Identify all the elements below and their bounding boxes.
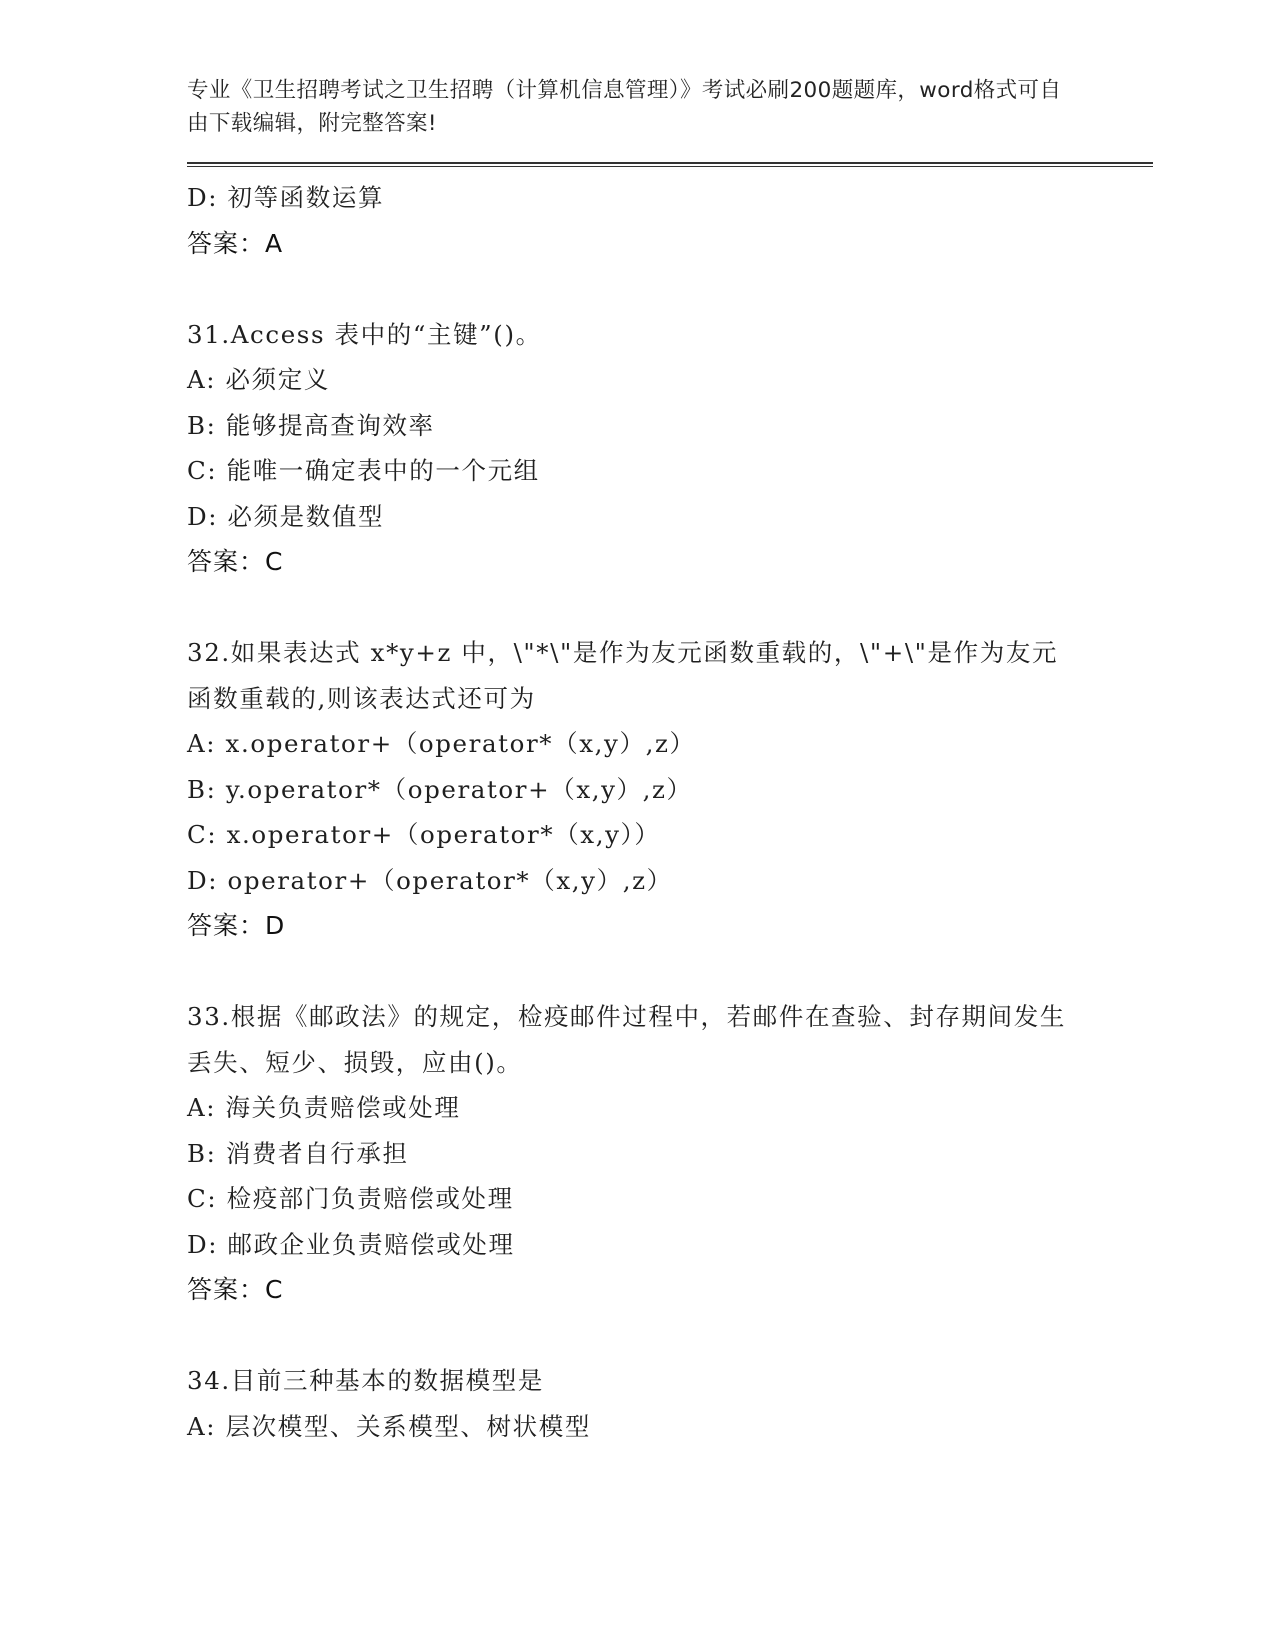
- question-32: [187, 630, 1147, 949]
- option-d: D: 必须是数值型: [187, 501, 385, 531]
- option-a: A: 层次模型、关系模型、树状模型: [187, 1411, 591, 1441]
- answer-line: 答案：C: [187, 1275, 284, 1304]
- option-a: A: 必须定义: [187, 365, 330, 394]
- option-a: A: x.operator+（operator*（x,y）,z）: [187, 729, 696, 758]
- document-header: 专业《卫生招聘考试之卫生招聘（计算机信息管理）》考试必刷200题题库，word格式可自由下载编辑，附完整答案!: [187, 78, 1062, 136]
- question-31: [187, 312, 1147, 585]
- question-stem: 33.根据《邮政法》的规定，检疫邮件过程中，若邮件在查验、封存期间发生丢失、短少、损毁，应由()。: [187, 1002, 1066, 1077]
- question-stem: 31.Access 表中的“主键”()。: [187, 319, 542, 349]
- option-b: B: 消费者自行承担: [187, 1138, 409, 1168]
- option-d: D: operator+（operator*（x,y）,z）: [187, 865, 673, 895]
- option-b: B: 能够提高查询效率: [187, 410, 435, 440]
- question-34: [187, 1358, 1147, 1449]
- option-c: C: 检疫部门负责赔偿或处理: [187, 1184, 514, 1213]
- header-divider: [187, 162, 1153, 167]
- option-a: A: 海关负责赔偿或处理: [187, 1093, 461, 1122]
- option-d: D: 邮政企业负责赔偿或处理: [187, 1229, 515, 1259]
- answer-line: 答案：D: [187, 911, 286, 940]
- question-stem: 34.目前三种基本的数据模型是: [187, 1366, 544, 1395]
- option-b: B: y.operator*（operator+（x,y）,z）: [187, 774, 693, 804]
- answer-line: 答案：A: [187, 228, 284, 258]
- question-33: [187, 994, 1147, 1313]
- answer-line: 答案：C: [187, 547, 284, 576]
- question-list: [187, 175, 1147, 1449]
- option-d: D: 初等函数运算: [187, 183, 385, 212]
- option-c: C: 能唯一确定表中的一个元组: [187, 456, 540, 485]
- document-page: [187, 0, 1147, 1449]
- option-c: C: x.operator+（operator*（x,y））: [187, 820, 661, 849]
- question-stem: 32.如果表达式 x*y+z 中，\"*\"是作为友元函数重载的，\"+\"是作为友元函数重载的,则该表达式还可为: [187, 638, 1059, 713]
